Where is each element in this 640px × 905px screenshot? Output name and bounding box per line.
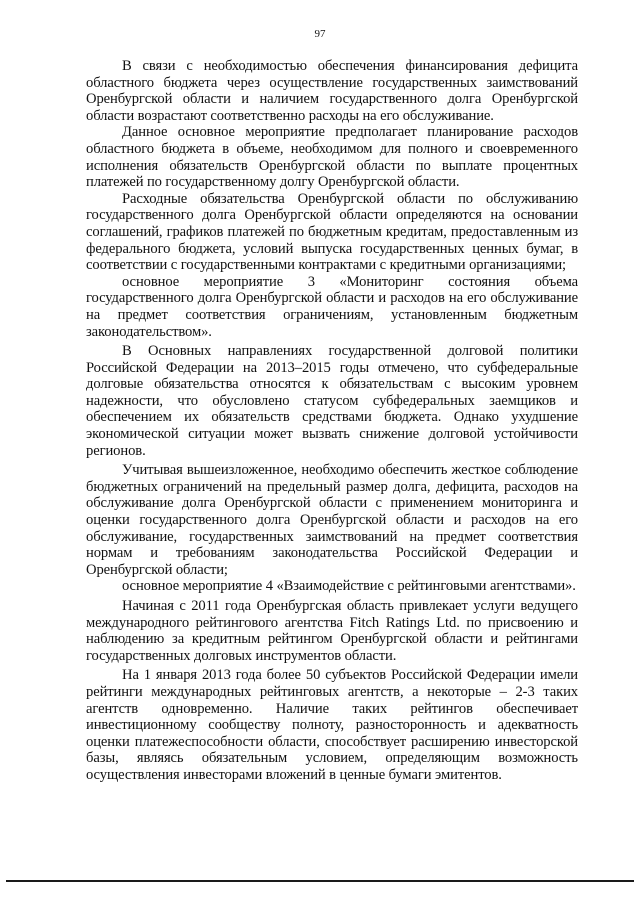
paragraph-measure-3: основное мероприятие 3 «Мониторинг состояния объема государственного долга Оренбургской области и расходов на его обслуживание на предмет соответствия ограничениям, установленным бюджетным законодательством». xyxy=(86,273,578,340)
paragraph-fitch-ratings: Начиная с 2011 года Оренбургская область привлекает услуги ведущего международного рейтингового агентства Fitch Ratings Ltd. по присвоению и наблюдению за кредитным рейтингом Оренбургской области и рейтингами государственных долговых инструментов области. xyxy=(86,598,578,664)
paragraph-expense-obligations: Расходные обязательства Оренбургской области по обслуживанию государственного долга Оренбургской области определяются на основании соглашений, графиков платежей по бюджетным кредитам, предоставленным из федерального бюджета, условий выпуска государственных ценных бумаг, в соответствии с государственными контрактами с кредитными организациями; xyxy=(86,190,578,274)
bottom-rule xyxy=(6,880,634,882)
paragraph-measure-4: основное мероприятие 4 «Взаимодействие с рейтинговыми агентствами». xyxy=(122,578,576,595)
document-body xyxy=(86,58,578,784)
paragraph-financing-deficit: В связи с необходимостью обеспечения финансирования дефицита областного бюджета через осуществление государственных заимствований Оренбургской области и наличием государственного долга Оренбургской области возрастают соответственно расходы на его обслуживание. xyxy=(86,58,578,124)
paragraph-rating-agencies: На 1 января 2013 года более 50 субъектов Российской Федерации имели рейтинги международных рейтинговых агентств, а некоторые – 2-3 таких агентств одновременно. Наличие таких рейтингов обеспечивает инвестиционному сообществу полноту, разносторонность и адекватность оценки платежеспособности области, способствует расширению инвесторской базы, являясь обязательным условием, определяющим возможность осуществления инвесторами вложений в ценные бумаги эмитентов. xyxy=(86,667,578,783)
page-number: 97 xyxy=(314,28,326,40)
paragraph-budget-planning: Данное основное мероприятие предполагает планирование расходов областного бюджета в объеме, необходимом для полного и своевременного исполнения обязательств Оренбургской области по выплате процентных платежей по государственному долгу Оренбургской области. xyxy=(86,124,578,191)
paragraph-debt-policy: В Основных направлениях государственной долговой политики Российской Федерации на 2013–2015 годы отмечено, что субфедеральные долговые обязательства относятся к обязательствам с высоким уровнем надежности, что обусловлено статусом субфедеральных заемщиков и обеспечением их обязательств средствами бюджета. Однако ухудшение экономической ситуации может вызвать снижение долговой устойчивости регионов. xyxy=(86,343,578,459)
paragraph-budget-constraints: Учитывая вышеизложенное, необходимо обеспечить жесткое соблюдение бюджетных ограничений на предельный размер долга, дефицита, расходов на обслуживание долга Оренбургской области с применением мониторинга и оценки государственного долга Оренбургской области и расходов на его обслуживание, государственных заимствований на предмет соответствия нормам и требованиям законодательства Российской Федерации и Оренбургской области; xyxy=(86,462,578,578)
